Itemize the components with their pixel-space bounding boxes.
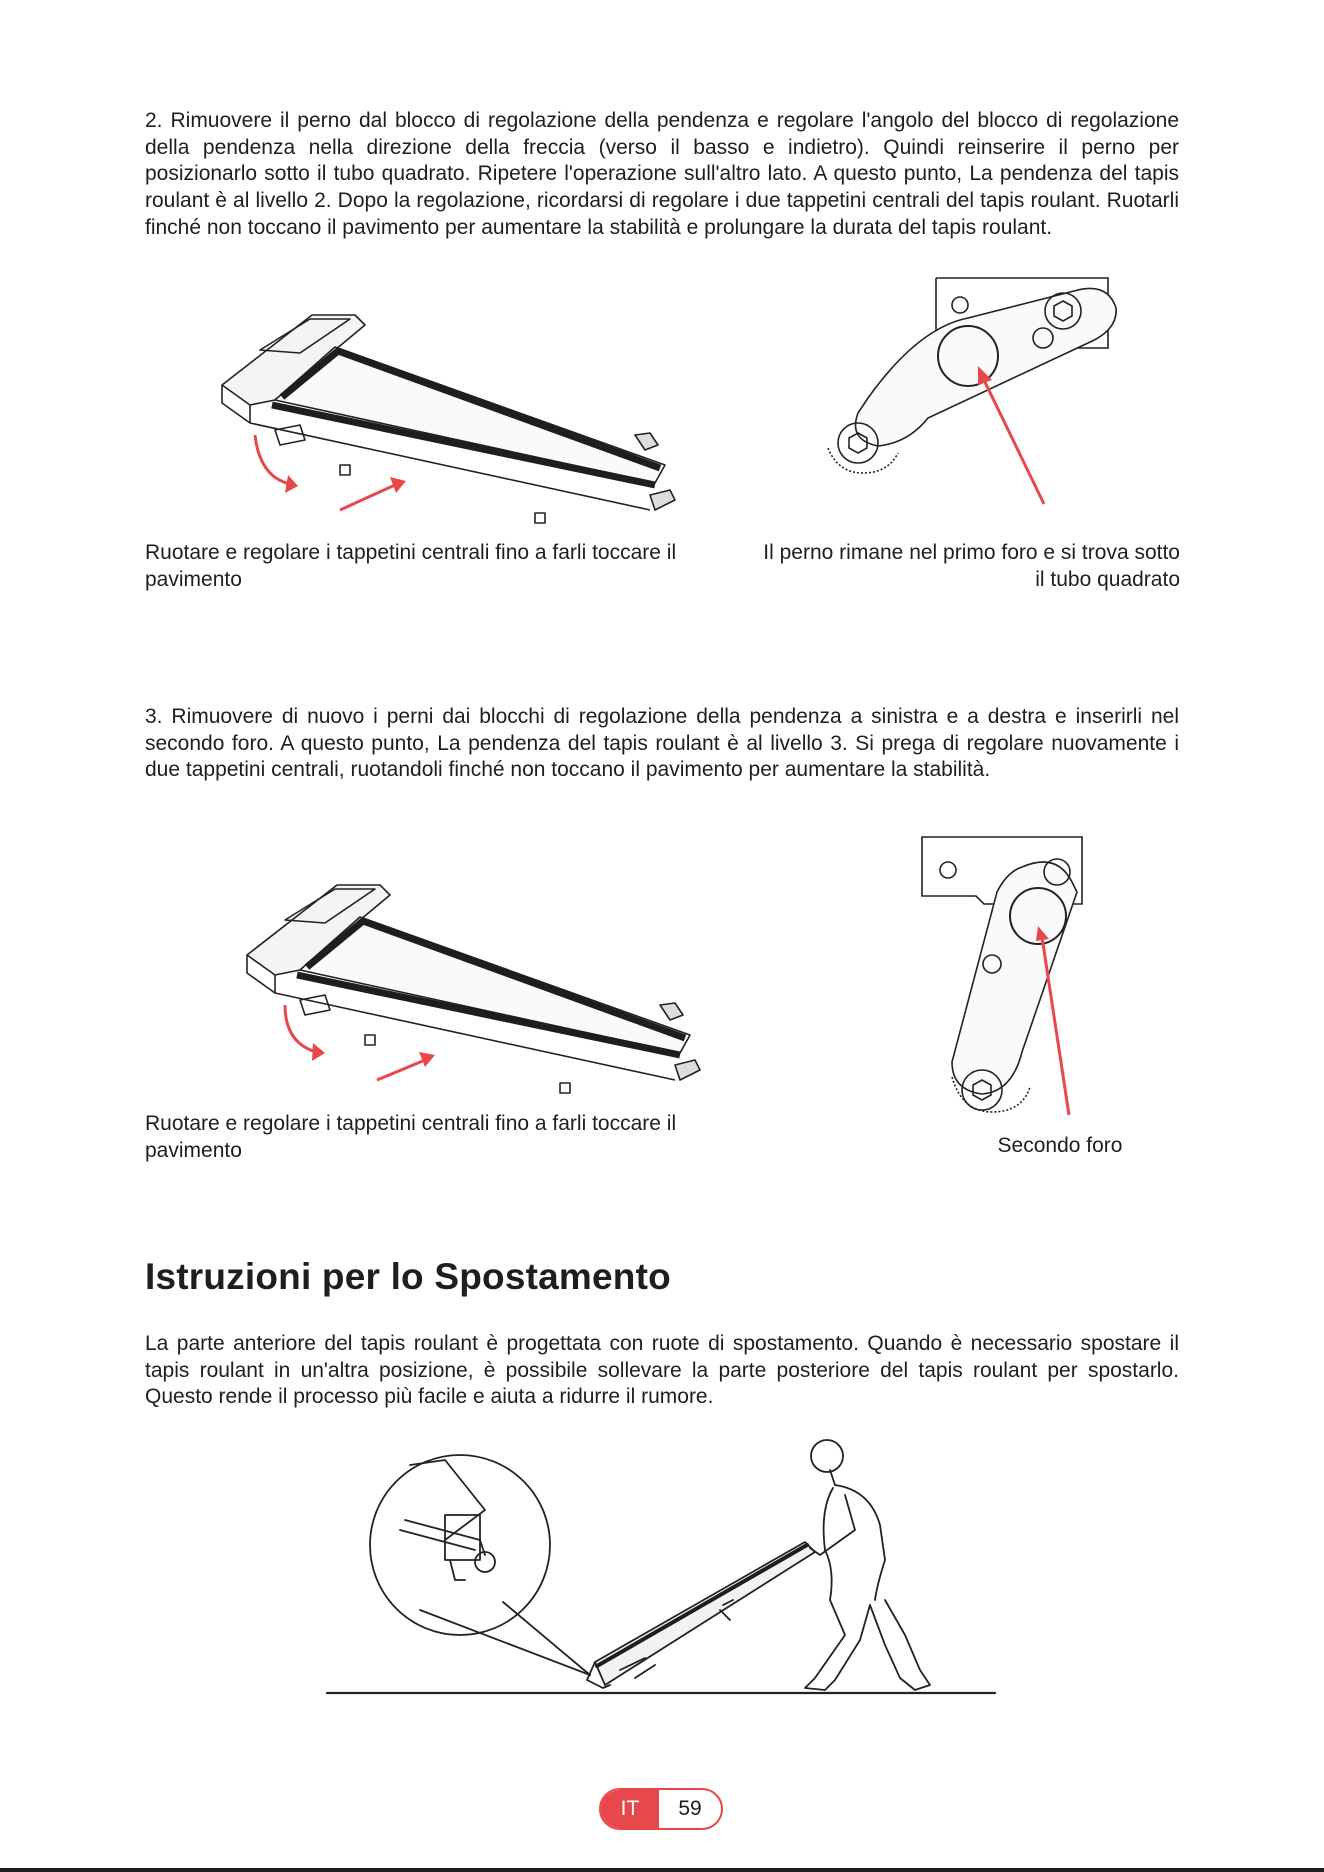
pointer-arrow xyxy=(340,485,395,510)
section-heading: Istruzioni per lo Spostamento xyxy=(145,1256,671,1297)
step3-paragraph: 3. Rimuovere di nuovo i perni dai blocchi di regolazione della pendenza a sinistra e a destra e inserirli nel secondo foro. A questo punto, La pendenza del tapis roulant è al livello 3. Si prega di regolare nuovamente i due tappetini centrali, ruotandoli finché non toccano il pavimento per aumentare la stabilità. xyxy=(145,705,1179,782)
pointer-arrow xyxy=(983,378,1044,504)
treadmill-illustration-level3 xyxy=(235,875,705,1100)
head-icon xyxy=(811,1440,843,1472)
language-code: IT xyxy=(601,1790,659,1828)
step2-paragraph: 2. Rimuovere il perno dal blocco di regolazione della pendenza e regolare l'angolo del blocco di regolazione della pendenza nella direzione della freccia (verso il basso e indietro). Quindi reinserire il perno per posizionarlo sotto il tubo quadrato. Ripetere l'operazione sull'altro lato. A questo punto, La pendenza del tapis roulant è al livello 2. Dopo la regolazione, ricordarsi di regolare i due tappetini centrali del tapis roulant. Ruotarli finché non toccano il pavimento per aumentare la stabilità e prolungare la durata del tapis roulant. xyxy=(145,109,1179,239)
pointer-arrow xyxy=(1042,937,1069,1115)
moving-treadmill-illustration xyxy=(325,1430,1005,1700)
bottom-rule xyxy=(0,1868,1324,1872)
step2-caption-left: Ruotare e regolare i tappetini centrali fino a farli toccare il pavimento xyxy=(145,541,677,591)
page-number-badge xyxy=(599,1788,723,1830)
step3-caption-left: Ruotare e regolare i tappetini centrali fino a farli toccare il pavimento xyxy=(145,1112,677,1162)
treadmill-illustration-level2 xyxy=(210,305,680,530)
incline-block-detail-first-hole xyxy=(818,268,1118,508)
pointer-arrow xyxy=(377,1060,425,1080)
incline-block-detail-second-hole xyxy=(912,832,1092,1122)
moving-paragraph: La parte anteriore del tapis roulant è progettata con ruote di spostamento. Quando è necessario spostare il tapis roulant in un'altra posizione, è possibile sollevare la parte posteriore del tapis roulant per spostarlo. Questo rende il processo più facile e aiuta a ridurre il rumore. xyxy=(145,1332,1179,1409)
step3-caption-right: Secondo foro xyxy=(997,1134,1123,1157)
page-number: 59 xyxy=(678,1797,702,1820)
step2-caption-right: Il perno rimane nel primo foro e si trova sotto il tubo quadrato xyxy=(763,541,1180,591)
wheel-detail-circle xyxy=(370,1455,550,1635)
